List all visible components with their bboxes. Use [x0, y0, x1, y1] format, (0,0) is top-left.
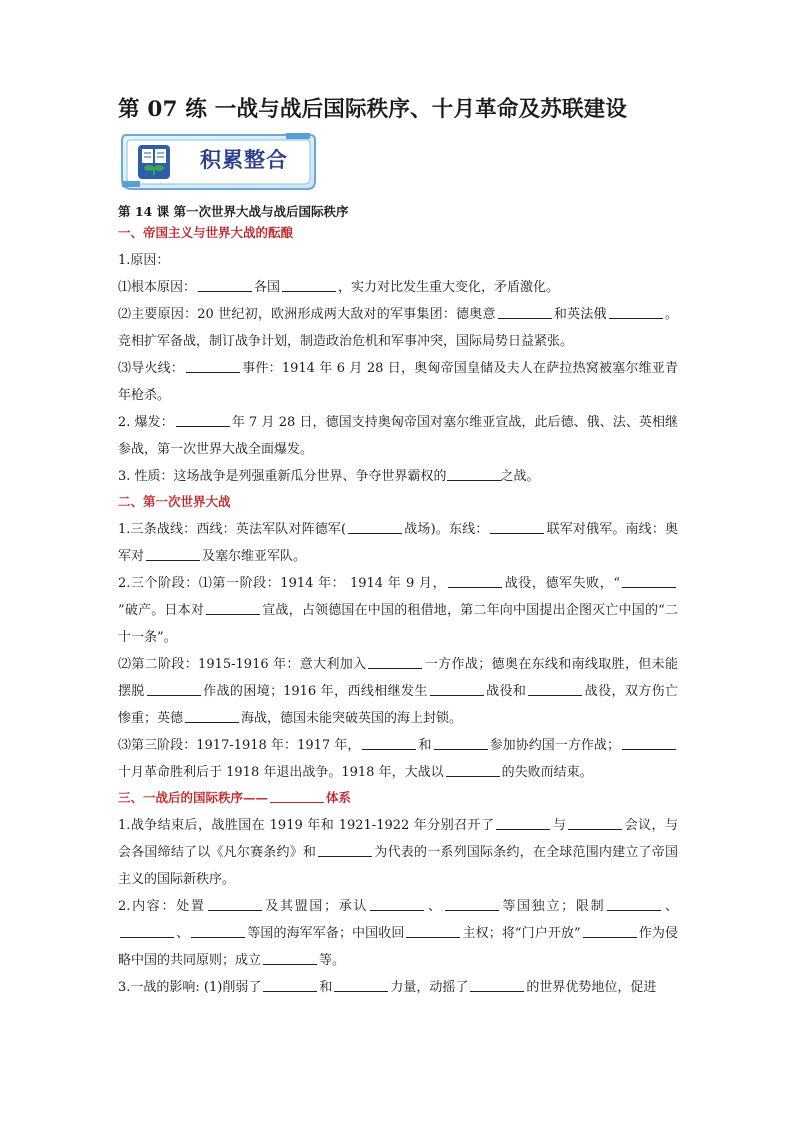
fill-blank[interactable]: [406, 923, 460, 938]
fill-blank[interactable]: [334, 977, 388, 992]
fill-blank[interactable]: [186, 358, 240, 373]
paragraph: 1.三条战线：西线：英法军队对阵德军( 战场)。东线： 联军对俄军。南线：奥军对 及塞尔维亚军队。: [118, 516, 678, 570]
fill-blank[interactable]: [191, 923, 245, 938]
fill-blank[interactable]: [430, 681, 484, 696]
section-badge: [118, 131, 318, 193]
page-title: 第 07 练 一战与战后国际秩序、十月革命及苏联建设: [118, 97, 628, 122]
section-heading-1: 一、帝国主义与世界大战的酝酿: [118, 225, 294, 240]
fill-blank[interactable]: [448, 573, 502, 588]
fill-blank[interactable]: [470, 977, 524, 992]
book-plant-icon: [138, 145, 170, 179]
section-heading-2: 二、第一次世界大战: [118, 494, 231, 509]
fill-blank[interactable]: [583, 923, 637, 938]
fill-blank[interactable]: [368, 654, 422, 669]
fill-blank[interactable]: [568, 815, 622, 830]
paragraph: 2.三个阶段：⑴第一阶段：1914 年： 1914 年 9 月， 战役，德军失败，“”破产。日本对 宣战，占领德国在中国的租借地，第二年向中国提出企图灭亡中国的“二十一条”。: [118, 570, 678, 651]
paragraph: ⑵主要原因：20 世纪初，欧洲形成两大敌对的军事集团：德奥意 和英法俄 。竞相扩军备战，制订战争计划，制造政治危机和军事冲突，国际局势日益紧张。: [118, 301, 678, 355]
fill-blank[interactable]: [318, 842, 372, 857]
badge-label: 积累整合: [200, 147, 288, 172]
fill-blank[interactable]: [208, 896, 262, 911]
paragraph: 2. 爆发： 年 7 月 28 日，德国支持奥匈帝国对塞尔维亚宣战，此后德、俄、法、英相继参战，第一次世界大战全面爆发。: [118, 409, 678, 463]
fill-blank[interactable]: [147, 681, 201, 696]
fill-blank[interactable]: [498, 304, 552, 319]
paragraph: ⑴根本原因： 各国 ，实力对比发生重大变化，矛盾激化。: [118, 274, 678, 301]
fill-blank[interactable]: [282, 277, 336, 292]
fill-blank[interactable]: [206, 600, 260, 615]
paragraph: ⑶导火线： 事件：1914 年 6 月 28 日，奥匈帝国皇储及夫人在萨拉热窝被塞尔维亚青年枪杀。: [118, 355, 678, 409]
paragraph: 3.一战的影响: (1)削弱了 和 力量，动摇了 的世界优势地位，促进: [118, 974, 678, 1001]
fill-blank[interactable]: [263, 950, 317, 965]
fill-blank[interactable]: [370, 896, 424, 911]
paragraph: ⑶第三阶段：1917-1918 年：1917 年， 和 参加协约国一方作战；十月革命胜利后于 1918 年退出战争。1918 年，大战以 的失败而结束。: [118, 732, 678, 786]
fill-blank[interactable]: [607, 896, 661, 911]
paragraph: 1.战争结束后，战胜国在 1919 年和 1921-1922 年分别召开了 与 会议，与会各国缔结了以《凡尔赛条约》和 为代表的一系列国际条约，在全球范围内建立了帝国主义的国际新秩序。: [118, 812, 678, 893]
fill-blank[interactable]: [445, 896, 499, 911]
fill-blank[interactable]: [270, 788, 324, 803]
fill-blank[interactable]: [146, 546, 200, 561]
fill-blank[interactable]: [263, 977, 317, 992]
fill-blank[interactable]: [447, 466, 501, 481]
fill-blank[interactable]: [490, 519, 544, 534]
fill-blank[interactable]: [609, 304, 663, 319]
paragraph: 3. 性质：这场战争是列强重新瓜分世界、争夺世界霸权的 之战。: [118, 463, 678, 490]
fill-blank[interactable]: [176, 412, 230, 427]
fill-blank[interactable]: [120, 923, 174, 938]
fill-blank[interactable]: [434, 735, 488, 750]
paragraph: 1.原因：: [118, 253, 170, 268]
fill-blank[interactable]: [528, 681, 582, 696]
section-heading-3: 三、一战后的国际秩序—— 体系: [118, 790, 352, 805]
fill-blank[interactable]: [348, 519, 402, 534]
fill-blank[interactable]: [185, 708, 239, 723]
lesson-heading: 第 14 课 第一次世界大战与战后国际秩序: [118, 204, 349, 219]
fill-blank[interactable]: [198, 277, 252, 292]
fill-blank[interactable]: [496, 815, 550, 830]
paragraph: 2.内容：处置 及其盟国；承认 、 等国独立；限制 、、 等国的海军军备；中国收回 主权；将“门户开放” 作为侵略中国的共同原则；成立 等。: [118, 893, 678, 974]
worksheet-page: [118, 92, 678, 1001]
fill-blank[interactable]: [622, 573, 676, 588]
fill-blank[interactable]: [446, 762, 500, 777]
paragraph: ⑵第二阶段：1915-1916 年：意大利加入 一方作战；德奥在东线和南线取胜，但未能摆脱 作战的困境；1916 年，西线相继发生 战役和 战役，双方伤亡惨重；英德 海战，德国未能突破英国的海上封锁。: [118, 651, 678, 732]
fill-blank[interactable]: [622, 735, 676, 750]
fill-blank[interactable]: [362, 735, 416, 750]
